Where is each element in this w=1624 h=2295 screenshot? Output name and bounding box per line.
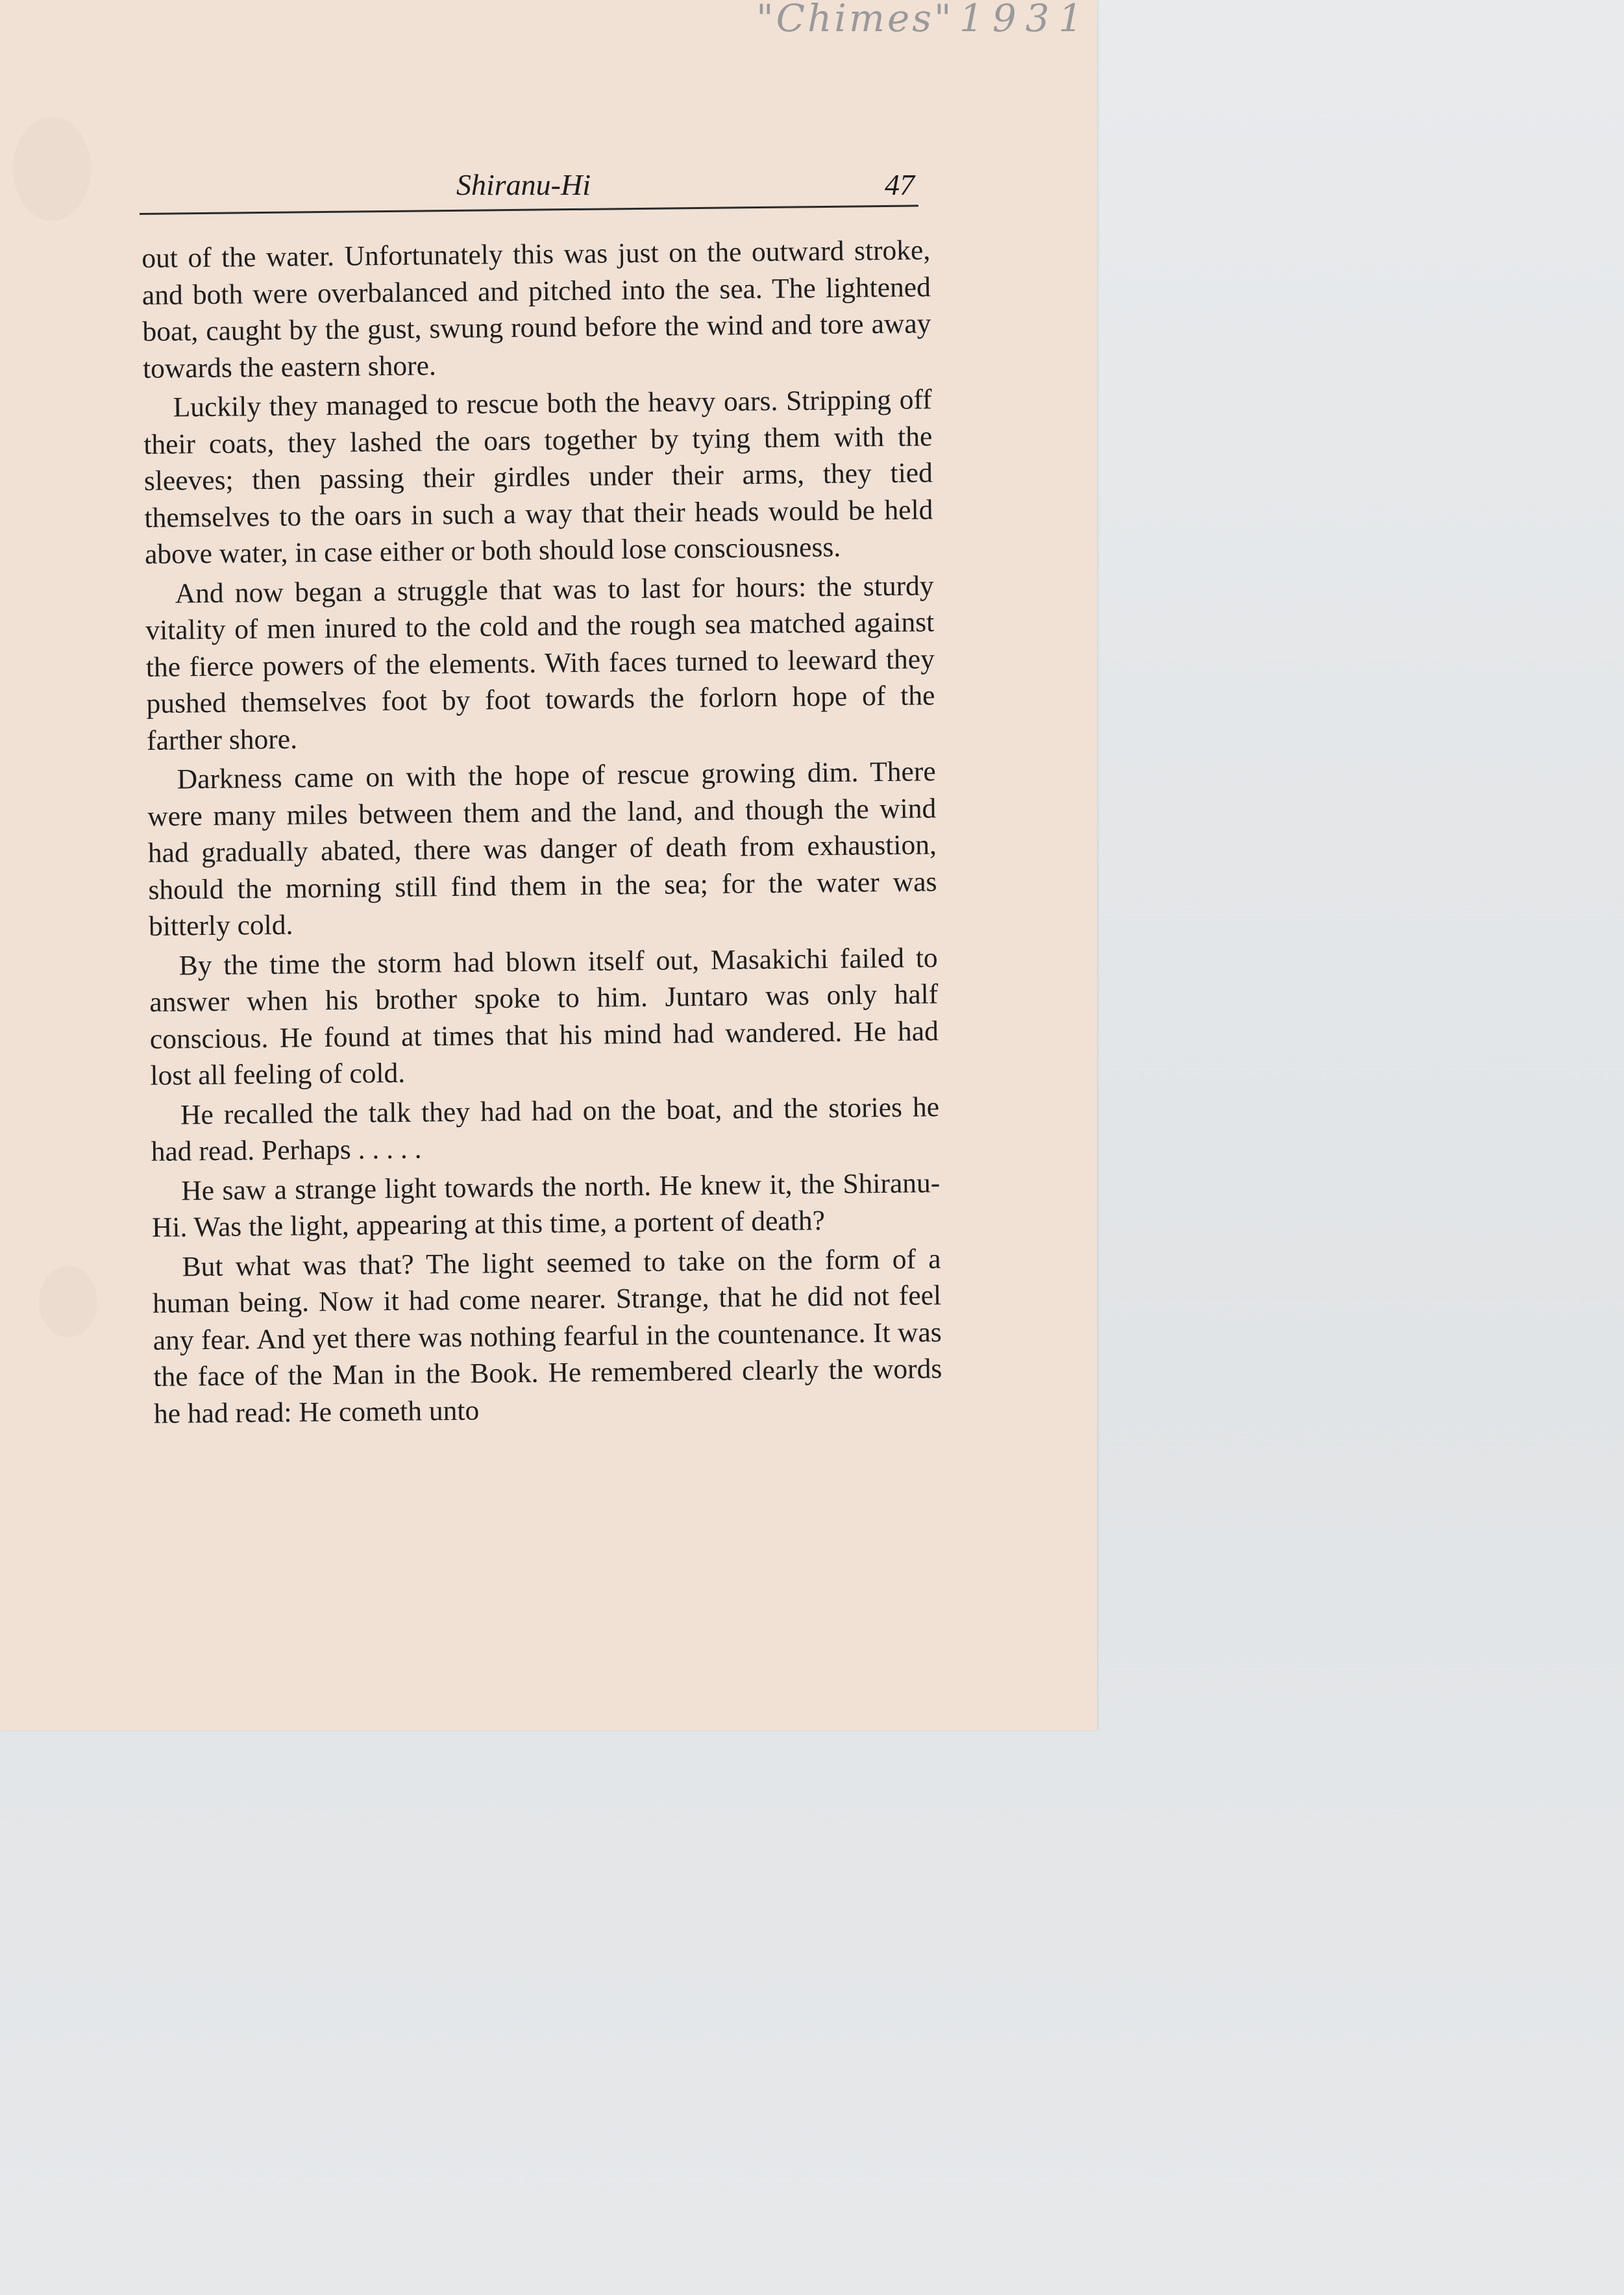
paper-stain bbox=[39, 1266, 97, 1337]
paragraph: Darkness came on with the hope of rescue growing dim. There were many miles between them and the land, and though the wind had gradually abated, there was danger of death from exhaustion, should the morning still find them in the sea; for the water was bitterly cold. bbox=[147, 756, 937, 942]
paragraph: But what was that? The light seemed to take on the form of a human being. Now it had come nearer. Strange, that he did not feel any fear. And yet there was nothing fearful in the countenance. It was the face of the Man in the Book. He remembered clearly the words he had read: He cometh unto bbox=[152, 1243, 942, 1430]
running-head bbox=[140, 167, 918, 219]
paragraph: He recalled the talk they had had on the boat, and the stories he had read. Perhaps . . . . . bbox=[151, 1091, 940, 1167]
paragraph: By the time the storm had blown itself out, Masakichi failed to answer when his brother spoke to him. Juntaro was only half conscious. He found at times that his mind had wandered. He had lost all feeling of cold. bbox=[149, 941, 939, 1091]
page-number: 47 bbox=[885, 168, 915, 201]
paragraph: Luckily they managed to rescue both the heavy oars. Stripping off their coats, they lashed the oars together by tying them with the sleeves; then passing their girdles under their arms, they tied themselves to the oars in such a way that their heads would be held above water, in case either or both should lose consciousness. bbox=[143, 384, 933, 570]
header-rule bbox=[140, 205, 918, 215]
paragraph: And now began a struggle that was to last for hours: the sturdy vitality of men inured to the cold and the rough sea matched against the fierce powers of the elements. With faces turned to leeward they pushed themselves foot by foot towards the forlorn hope of the farther shore. bbox=[145, 569, 935, 756]
handwritten-annotation-title: "Chimes" bbox=[756, 0, 954, 40]
body-text bbox=[141, 232, 942, 1435]
paragraph: out of the water. Unfortunately this was just on the outward stroke, and both were overbalanced and pitched into the sea. The lightened boat, caught by the gust, swung round before the wind and tore away towards the eastern shore. bbox=[141, 234, 931, 384]
handwritten-annotation-year: 1931 bbox=[959, 0, 1092, 40]
paper-stain bbox=[13, 117, 91, 221]
running-title: Shiranu-Hi bbox=[456, 168, 591, 201]
paragraph: He saw a strange light towards the north. He knew it, the Shiranu-Hi. Was the light, appearing at this time, a portent of death? bbox=[151, 1167, 941, 1243]
